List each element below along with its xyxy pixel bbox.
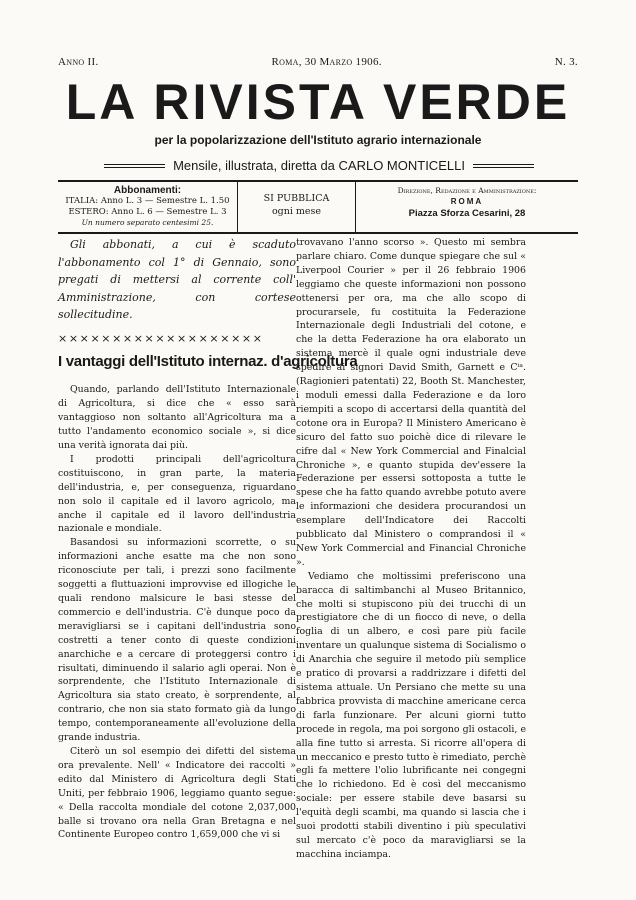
issue-year: Anno II. xyxy=(58,56,99,68)
publication-line-2: ogni mese xyxy=(271,206,322,217)
subscription-abroad: ESTERO: Anno L. 6 — Semestre L. 3 xyxy=(68,207,227,217)
editor-text: Mensile, illustrata, diretta da CARLO MONTICELLI xyxy=(173,158,465,173)
article-paragraph: Basandosi su informazioni scorrette, o su informazioni anche esatte ma che non sono riconosciute per tali, i prezzi sono facilmente soggetti a fluttuazioni improvvise ed illogiche le quali rendono malsicure le basi stesse del commercio e dell'industria. C'è dunque poco da meravigliarsi se i capitani dell'industria sono costretti a tener conto di queste condizioni anarchiche e a cercare di proteggersi contro i risultati, diminuendo il salario agli operai. Non è sorprendente, che l'Istituto Internazionale di Agricoltura sia stato creato, è sorprendente, al contrario, che non sia stato formato già da lungo tempo, contemporaneamente all'evoluzione della grande industria. xyxy=(58,537,296,744)
issue-date: Roma, 30 Marzo 1906. xyxy=(271,56,382,68)
article-paragraph-continued: trovavano l'anno scorso ». Questo mi sembra parlare chiaro. Come dunque spiegare che sul « Liverpool Courier » per il 26 febbraio 1906 leggiamo che queste informazioni non possono ottenersi per ora, ma che allo scopo di procurarsele, fu costituita la Federazione Internazionale degli Industriali del cotone, e che la detta Federazione ha ora elaborato un sistema mercè il quale ogni industriale deve spedire ai signori David Smith, Garnett e Cⁱᵃ. (Ragionieri patentati) 22, Booth St. Manchester, i moduli emessi dalla Federazione e da loro riempiti a scopo di accertarsi della quantità del cotone ora in Europa? Il Ministero Americano è sicuro del fatto suo poichè dice di rilevare le cifre dal « New York Commercial and Finalcial Chroniche », e quanto stupida dev'essere la Federazione per essersi sottoposta a tutte le spese che ha fatto quando avrebbe potuto avere le informazioni che desidera procurandosi un esemplare dell'Indicatore dei Raccolti pubblicato dal Ministero o comprandosi il « New York Commercial and Financial Chroniche ». xyxy=(296,237,526,568)
office-address: Piazza Sforza Cesarini, 28 xyxy=(408,208,526,219)
office-label: Direzione, Redazione e Amministrazione: xyxy=(397,186,537,195)
publication-line-1: SI PUBBLICA xyxy=(263,193,330,204)
issue-number: N. 3. xyxy=(554,56,578,68)
right-column xyxy=(296,236,526,862)
subscriptions-cell xyxy=(58,182,238,232)
office-cell xyxy=(356,182,578,232)
separator-row: ××××××××××××××××××× xyxy=(58,331,264,345)
subscriber-notice: Gli abbonati, a cui è scaduto l'abbonamento col 1° di Gennaio, sono pregati di mettersi al corrente coll' Amministrazione, con cortese sollecitudine. xyxy=(58,238,296,321)
article-paragraph: Quando, parlando dell'Istituto Internazionale di Agricoltura, si dice che « esso sarà vantaggioso non soltanto all'Agricoltura ma a tutto l'andamento economico sociale », si dice una verità ignorata dai più. xyxy=(58,384,296,452)
left-column xyxy=(58,236,358,842)
left-double-rule xyxy=(104,164,165,168)
right-double-rule xyxy=(473,164,534,168)
single-copy-price: Un numero separato centesimi 25. xyxy=(81,218,214,227)
editor-line xyxy=(104,158,534,173)
subscriptions-heading: Abbonamenti: xyxy=(113,185,182,196)
article-paragraph: I prodotti principali dell'agricoltura costituiscono, in gran parte, la materia dell'industria, e, per conseguenza, riguardano non solo il capitale ed il lavoro agricolo, ma anche il capitale ed il lavoro dell'industria nazionale e mondiale. xyxy=(58,453,296,535)
subscription-info-box xyxy=(58,180,578,234)
masthead-title: LA RIVISTA VERDE xyxy=(65,74,571,130)
publication-cell xyxy=(238,182,356,232)
article-headline: I vantaggi dell'Istituto internaz. d'agricoltura xyxy=(58,353,358,371)
article-paragraph: Vediamo che moltissimi preferiscono una baracca di saltimbanchi al Museo Britannico, che molti si stupiscono più dei trucchi di un prestigiatore che di un fiocco di neve, o della foglia di un albero, e così pare più facile inventare un qualunque sistema di Socialismo o di Anarchia che seguire il metodo più semplice e pratico di provarsi a raddrizzare i difetti del sistema attuale. Un Persiano che mette su una fabbrica provvista di macchine americane cerca di farla funzionare. Per alcuni giorni tutto procede in regola, ma poi sorgono gli ostacoli, e alla fine tutto si arresta. Si ricorre all'opera di un meccanico e presto tutto è rimediato, perchè egli fa mettere l'olio lubrificante nei congegni che lo richiedono. Ed è così del meccanismo sociale: per essere stabile deve basarsi su l'equità degli scambi, ma quando si lascia che i suoi prodotti stabili diventino i più speculativi sul mercato c'è poco da maravigliarsi se la macchina inciampa. xyxy=(296,570,526,860)
issue-info-line xyxy=(58,56,578,68)
masthead-subtitle: per la popolarizzazione dell'Istituto agrario internazionale xyxy=(154,133,482,147)
subscription-italy: ITALIA: Anno L. 3 — Semestre L. 1.50 xyxy=(65,196,230,206)
office-city: ROMA xyxy=(450,197,484,206)
article-paragraph: Citerò un sol esempio dei difetti del sistema ora prevalente. Nell' « Indicatore dei raccolti » edito dal Ministero di Agricoltura degli Stati Uniti, per febbraio 1906, leggiamo quanto segue: « Della raccolta mondiale del cotone 2,037,000 balle si trovano ora nella Gran Bretagna e nel Continente Europeo contro 1,659,000 che vi si xyxy=(58,745,296,841)
